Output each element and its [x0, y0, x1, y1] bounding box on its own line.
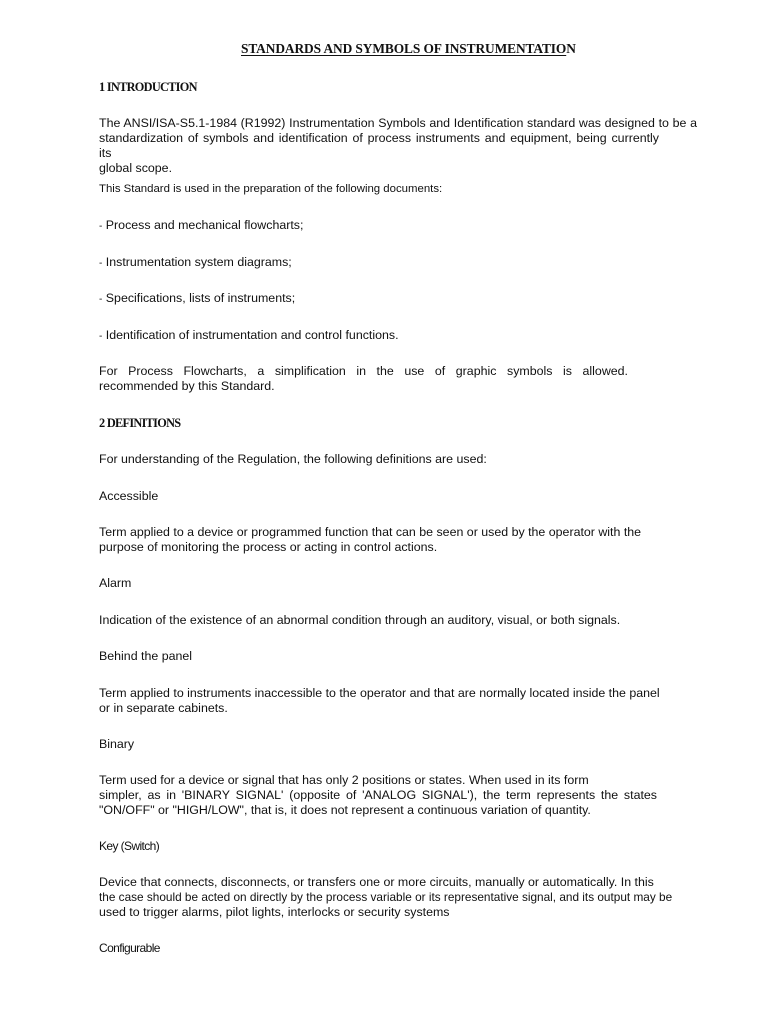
definition-term: Key (Switch) — [99, 839, 160, 853]
list-dash: - — [99, 294, 103, 305]
document-title — [241, 41, 576, 57]
definition-line: Term applied to a device or programmed function that can be seen or used by the operator with the — [99, 525, 642, 539]
intro-paragraph — [99, 116, 697, 176]
definition-line: or in separate cabinets. — [99, 701, 228, 715]
definition-term: Accessible — [99, 489, 159, 503]
definition-term: Configurable — [99, 941, 160, 955]
list-item — [99, 255, 292, 271]
list-item-text: Identification of instrumentation and control functions. — [102, 328, 399, 342]
definition-line: Indication of the existence of an abnormal condition through an auditory, visual, or both signals. — [99, 613, 621, 627]
definition-term: Binary — [99, 737, 135, 751]
intro-paragraph-line: standardization of symbols and identification of process instruments and equipment, being currently its — [99, 131, 659, 160]
definition-line: Term applied to instruments inaccessible to the operator and that are normally located inside the panel — [99, 686, 660, 700]
definitions-intro-text: For understanding of the Regulation, the following definitions are used: — [99, 452, 487, 466]
document-title-last-letter: N — [566, 41, 576, 56]
definition-line: Term used for a device or signal that has only 2 positions or states. When used in its form — [99, 773, 589, 787]
definition-body — [99, 525, 641, 555]
definition-line: used to trigger alarms, pilot lights, interlocks or security systems — [99, 905, 450, 919]
intro-paragraph-line: The ANSI/ISA-S5.1-1984 (R1992) Instrumentation Symbols and Identification standard was designed to be a — [99, 116, 697, 130]
intro-paragraph-line: global scope. — [99, 161, 173, 175]
list-item — [99, 291, 295, 307]
list-dash: - — [99, 221, 103, 232]
definition-body — [99, 686, 660, 716]
flowchart-paragraph-line: recommended by this Standard. — [99, 379, 275, 393]
definition-line: Device that connects, disconnects, or transfers one or more circuits, manually or automatically. In this — [99, 875, 654, 889]
definition-body — [99, 613, 620, 628]
flowchart-paragraph — [99, 364, 628, 394]
definition-body — [99, 773, 657, 818]
section-heading-definitions: 2 DEFINITIONS — [99, 416, 181, 430]
list-item-text: Process and mechanical flowcharts; — [102, 218, 304, 232]
definition-line: simpler, as in 'BINARY SIGNAL' (opposite of 'ANALOG SIGNAL'), the term represents the states — [99, 788, 657, 802]
definition-line: "ON/OFF" or "HIGH/LOW", that is, it does not represent a continuous variation of quantity. — [99, 803, 591, 817]
list-item-text: Instrumentation system diagrams; — [102, 255, 292, 269]
section-heading-introduction: 1 INTRODUCTION — [99, 80, 197, 94]
list-item-text: Specifications, lists of instruments; — [102, 291, 296, 305]
list-dash: - — [99, 331, 103, 342]
documents-intro-text: This Standard is used in the preparation of the following documents: — [99, 183, 443, 195]
definition-term: Alarm — [99, 576, 132, 590]
definition-body — [99, 875, 672, 920]
flowchart-paragraph-line: For Process Flowcharts, a simplification in the use of graphic symbols is allowed. — [99, 364, 628, 378]
list-item — [99, 218, 303, 234]
definition-term: Behind the panel — [99, 649, 193, 663]
list-dash: - — [99, 258, 103, 269]
definition-line: purpose of monitoring the process or acting in control actions. — [99, 540, 438, 554]
list-item — [99, 328, 399, 344]
document-title-underlined: STANDARDS AND SYMBOLS OF INSTRUMENTATIO — [241, 41, 567, 56]
definition-line: the case should be acted on directly by the process variable or its representative signal, and its output may be — [99, 890, 673, 904]
